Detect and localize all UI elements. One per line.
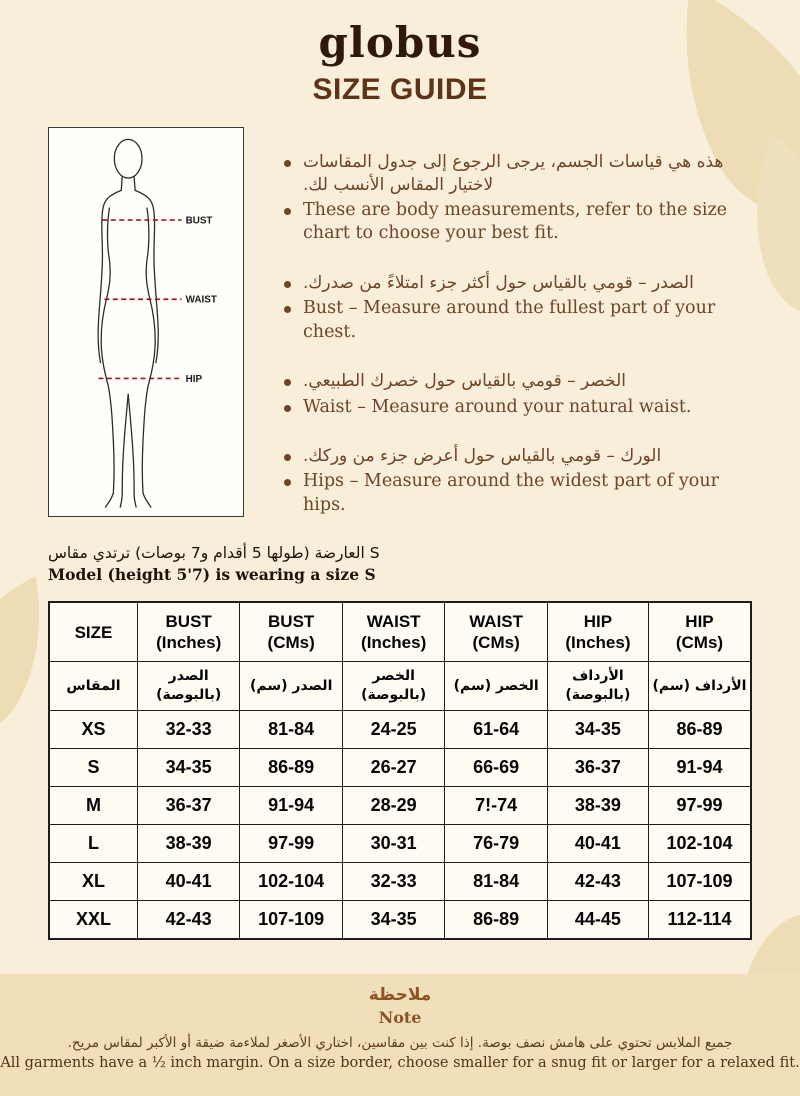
value-cell: 30-31	[342, 825, 444, 863]
value-cell: 97-99	[240, 825, 342, 863]
value-cell: 86-89	[240, 749, 342, 787]
value-cell: 40-41	[547, 825, 648, 863]
value-cell: 44-45	[547, 901, 648, 940]
instruction-item	[284, 199, 752, 246]
header-cell-ar: الخصر (سم)	[445, 662, 547, 711]
instruction-item	[284, 396, 752, 419]
header-cell-en: WAIST (CMs)	[445, 602, 547, 662]
instruction-item	[284, 470, 752, 517]
bust-label: BUST	[185, 215, 213, 227]
value-cell: 26-27	[342, 749, 444, 787]
note-section	[0, 974, 800, 1096]
header-cell-ar: الخصر (بالبوصة)	[342, 662, 444, 711]
value-cell: 42-43	[547, 863, 648, 901]
table-row	[49, 863, 751, 901]
header-cell-en: BUST (Inches)	[137, 602, 239, 662]
value-cell: 107-109	[240, 901, 342, 940]
header-cell-en: WAIST (Inches)	[342, 602, 444, 662]
value-cell: 7!-74	[445, 787, 547, 825]
value-cell: 34-35	[342, 901, 444, 940]
note-title-en: Note	[378, 1008, 422, 1027]
value-cell: 36-37	[137, 787, 239, 825]
bullet-dot	[284, 479, 291, 486]
header-cell-ar: المقاس	[49, 662, 137, 711]
size-cell: XL	[49, 863, 137, 901]
note-title-ar: ملاحظة	[368, 985, 432, 1005]
instruction-item	[284, 445, 752, 468]
header-cell-en: HIP (Inches)	[547, 602, 648, 662]
value-cell: 76-79	[445, 825, 547, 863]
value-cell: 112-114	[648, 901, 751, 940]
model-note	[0, 544, 800, 584]
value-cell: 97-99	[648, 787, 751, 825]
header-cell-en: HIP (CMs)	[648, 602, 751, 662]
value-cell: 91-94	[648, 749, 751, 787]
note-body-ar: جميع الملابس تحتوي على هامش نصف بوصة. إذا كنت بين مقاسين، اختاري الأصغر لملاءمة ضيقة أو الأكبر لمقاس مريح.	[67, 1035, 733, 1051]
size-cell: S	[49, 749, 137, 787]
value-cell: 81-84	[240, 711, 342, 749]
bullet-dot	[284, 160, 291, 167]
header-cell-en: SIZE	[49, 602, 137, 662]
size-cell: M	[49, 787, 137, 825]
table-row	[49, 787, 751, 825]
instruction-item	[284, 151, 752, 196]
value-cell: 32-33	[137, 711, 239, 749]
value-cell: 61-64	[445, 711, 547, 749]
instruction-item	[284, 370, 752, 393]
value-cell: 102-104	[240, 863, 342, 901]
body-measurement-figure	[49, 128, 243, 516]
size-cell: L	[49, 825, 137, 863]
figure-outline	[98, 139, 158, 507]
bullet-dot	[284, 379, 291, 386]
value-cell: 86-89	[648, 711, 751, 749]
table-row	[49, 711, 751, 749]
instruction-text-ar: الخصر – قومي بالقياس حول خصرك الطبيعي.	[303, 370, 627, 391]
brand-logo: globus	[318, 18, 482, 67]
bullet-dot	[284, 306, 291, 313]
table-row	[49, 825, 751, 863]
size-cell: XXL	[49, 901, 137, 940]
value-cell: 86-89	[445, 901, 547, 940]
value-cell: 36-37	[547, 749, 648, 787]
bullet-dot	[284, 281, 291, 288]
value-cell: 102-104	[648, 825, 751, 863]
value-cell: 34-35	[547, 711, 648, 749]
instruction-text-en: Waist – Measure around your natural waist.	[303, 396, 692, 417]
table-row	[49, 749, 751, 787]
header-cell-en: BUST (CMs)	[240, 602, 342, 662]
model-note-en: Model (height 5'7) is wearing a size S	[48, 564, 376, 584]
value-cell: 34-35	[137, 749, 239, 787]
value-cell: 42-43	[137, 901, 239, 940]
upper-section	[0, 127, 800, 520]
hip-label: HIP	[185, 373, 203, 385]
table-header-row-en	[49, 602, 751, 662]
model-note-ar: العارضة (طولها 5 أقدام و7 بوصات) ترتدي مقاس S	[48, 543, 380, 562]
value-cell: 24-25	[342, 711, 444, 749]
instruction-item	[284, 297, 752, 344]
size-table	[48, 601, 752, 940]
table-row	[49, 901, 751, 940]
value-cell: 81-84	[445, 863, 547, 901]
instruction-text-ar: الصدر – قومي بالقياس حول أكثر جزء امتلاءً من صدرك.	[303, 272, 694, 293]
bullet-dot	[284, 208, 291, 215]
instruction-text-en: These are body measurements, refer to the size chart to choose your best fit.	[303, 200, 728, 244]
bullet-dot	[284, 454, 291, 461]
value-cell: 38-39	[547, 787, 648, 825]
instructions-list	[244, 127, 752, 520]
instruction-text-ar: هذه هي قياسات الجسم، يرجى الرجوع إلى جدول المقاسات لاختيار المقاس الأنسب لك.	[303, 152, 724, 195]
header-cell-ar: الصدر (بالبوصة)	[137, 662, 239, 711]
instruction-text-ar: الورك – قومي بالقياس حول أعرض جزء من وركك.	[303, 445, 662, 466]
instruction-text-en: Hips – Measure around the widest part of your hips.	[303, 471, 719, 515]
header-cell-ar: الصدر (سم)	[240, 662, 342, 711]
header-cell-ar: الأرداف (سم)	[648, 662, 751, 711]
value-cell: 91-94	[240, 787, 342, 825]
table-header-row-ar	[49, 662, 751, 711]
header	[0, 0, 800, 107]
value-cell: 38-39	[137, 825, 239, 863]
size-cell: XS	[49, 711, 137, 749]
page-title: SIZE GUIDE	[312, 73, 488, 106]
value-cell: 66-69	[445, 749, 547, 787]
value-cell: 40-41	[137, 863, 239, 901]
value-cell: 32-33	[342, 863, 444, 901]
instruction-item	[284, 272, 752, 295]
figure-box	[48, 127, 244, 517]
instruction-text-en: Bust – Measure around the fullest part of your chest.	[303, 298, 716, 342]
header-cell-ar: الأرداف (بالبوصة)	[547, 662, 648, 711]
size-table-section	[0, 601, 800, 940]
waist-label: WAIST	[185, 294, 217, 306]
value-cell: 28-29	[342, 787, 444, 825]
bullet-dot	[284, 405, 291, 412]
note-body-en: All garments have a ½ inch margin. On a size border, choose smaller for a snug fit or larger for a relaxed fit.	[0, 1055, 800, 1071]
value-cell: 107-109	[648, 863, 751, 901]
